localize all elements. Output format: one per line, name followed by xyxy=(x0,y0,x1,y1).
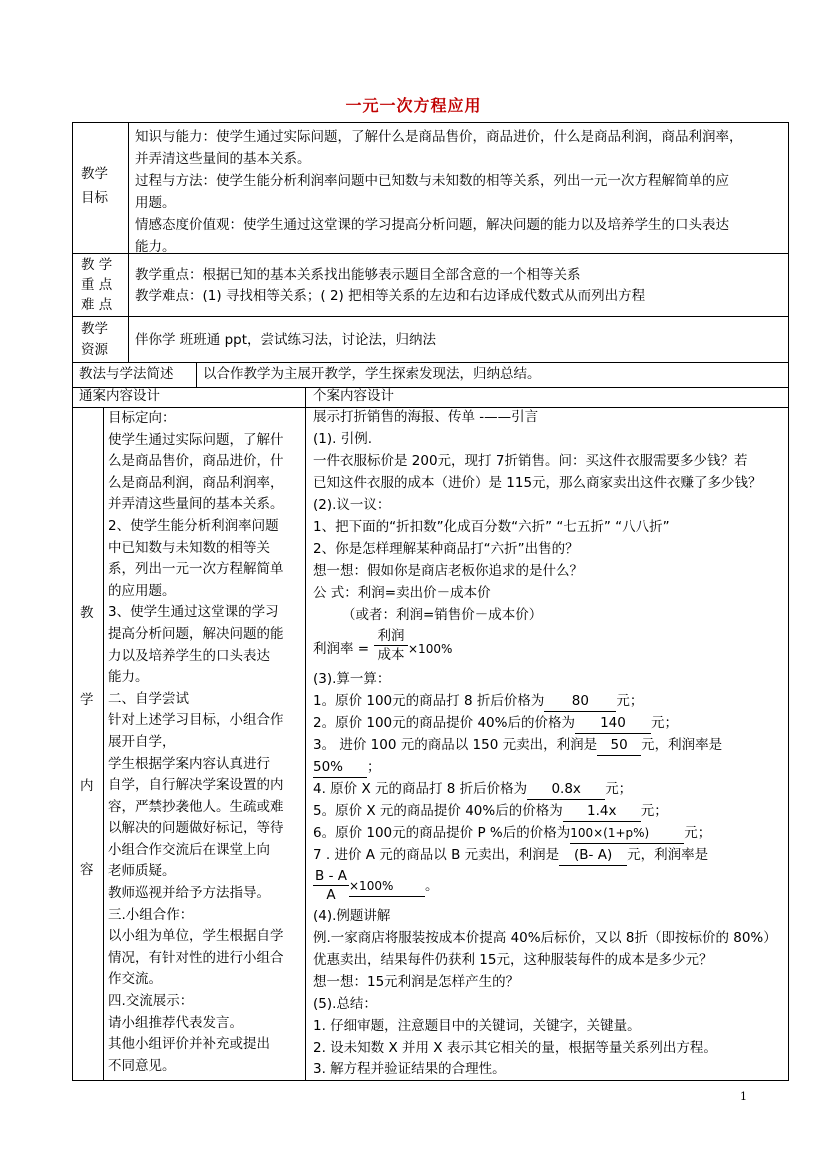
formula-profit-alt: （或者：利润=销售价－成本价） xyxy=(342,607,543,623)
rate-denominator: 成本 xyxy=(377,647,405,663)
common-line: 二、自学尝试 xyxy=(108,690,189,707)
common-line: 么是商品售价，商品进价，什 xyxy=(108,453,284,470)
resources-label-1: 教学 xyxy=(81,321,108,337)
formula-profit: 公 式：利润=卖出价－成本价 xyxy=(313,585,491,601)
common-line: 能力。 xyxy=(108,669,149,686)
common-line: 的应用题。 xyxy=(108,582,176,599)
rate-tail: ×100% xyxy=(408,642,453,656)
common-line: 不同意见。 xyxy=(108,1057,176,1074)
section-example-heading: (1). 引例. xyxy=(313,431,372,447)
common-line: 三.小组合作： xyxy=(108,906,194,923)
common-line: 目标定向： xyxy=(108,410,176,426)
objectives-line: 并弄清这些量间的基本关系。 xyxy=(135,151,311,167)
common-line: 四.交流展示： xyxy=(108,993,194,1010)
common-line: 使学生通过实际问题，了解什 xyxy=(108,431,284,448)
think-line: 想一想：假如你是商店老板你追求的是什么？ xyxy=(313,563,583,579)
question-2: 2。原价 100元的商品提价 40%后的价格为 140 元； xyxy=(313,714,678,734)
discuss-line-2: 2、你是怎样理解某种商品打“六折”出售的？ xyxy=(313,541,579,557)
question-3: 3。 进价 100 元的商品以 150 元卖出，利润是 50 元，利润率是 xyxy=(313,736,722,756)
individual-design-header: 个案内容设计 xyxy=(313,388,394,404)
page-title: 一元一次方程应用 xyxy=(345,96,482,115)
common-line: 请小组推荐代表发言。 xyxy=(108,1014,243,1031)
answer-7b-numerator: B - A xyxy=(315,868,347,884)
common-line: 以小组为单位，学生根据自学 xyxy=(108,928,284,945)
question-7: 7 . 进价 A 元的商品以 B 元卖出，利润是 (B- A) 元，利润率是 xyxy=(313,846,708,866)
answer-3a: 50 xyxy=(597,736,641,756)
intro-line: 展示打折销售的海报、传单 -——引言 xyxy=(313,409,539,425)
question-3-continued: 50% ； xyxy=(313,758,381,778)
common-line: 系，列出一元一次方程解简单 xyxy=(108,561,284,578)
common-line: 小组合作交流后在课堂上向 xyxy=(108,841,270,858)
common-line: 学生根据学案内容认真进行 xyxy=(108,755,270,772)
common-line: 展开自学， xyxy=(108,733,176,750)
side-label-1: 教 xyxy=(80,605,94,621)
common-line: 其他小组评价并补充或提出 xyxy=(108,1036,270,1053)
example-text-2: 已知这件衣服的成本（进价）是 115元，那么商家卖出这件衣赚了多少钱？ xyxy=(313,475,762,491)
common-line: 情况，有针对性的进行小组合 xyxy=(108,949,284,966)
question-5: 5。原价 X 元的商品提价 40%后的价格为 1.4x 元； xyxy=(313,802,668,822)
keypoints-label-3: 难 点 xyxy=(81,297,113,313)
common-line: 力以及培养学生的口头表达 xyxy=(108,647,270,664)
answer-4: 0.8x xyxy=(527,780,605,800)
objectives-line: 过程与方法：使学生能分析利润率问题中已知数与未知数的相等关系，列出一元一次方程解简单的应 xyxy=(135,173,729,189)
methods-label: 教法与学法简述 xyxy=(79,366,174,382)
question-4: 4. 原价 X 元的商品打 8 折后价格为 0.8x 元； xyxy=(313,780,632,800)
question-1: 1。原价 100元的商品打 8 折后价格为 80 元； xyxy=(313,692,643,712)
objectives-line: 用题。 xyxy=(135,195,176,211)
worked-example-2: 优惠卖出，结果每件仍获利 15元，这种服装每件的成本是多少元？ xyxy=(313,952,713,968)
resources-label-2: 资源 xyxy=(81,342,108,358)
summary-line-1: 1. 仔细审题，注意题目中的关键词，关键字，关键量。 xyxy=(313,1018,641,1034)
objectives-line: 能力。 xyxy=(135,239,176,255)
page-number: 1 xyxy=(740,1090,747,1103)
answer-7b-fraction xyxy=(313,867,349,904)
objectives-line: 情感态度价值观：使学生通过这堂课的学习提高分析问题，解决问题的能力以及培养学生的口头表达 xyxy=(135,217,729,233)
common-line: 容，严禁抄袭他人。生疏或难 xyxy=(108,798,284,815)
section-calc-heading: (3).算一算： xyxy=(313,671,391,687)
answer-7b-tail: ×100% 。 xyxy=(349,877,439,897)
rate-fraction xyxy=(374,627,408,664)
worked-example-1: 例.一家商店将服装按成本价提高 40%后标价，又以 8折（即按标价的 80%） xyxy=(313,930,777,946)
keypoints-label-1: 教 学 xyxy=(81,257,113,273)
common-design-header: 通案内容设计 xyxy=(79,388,160,404)
side-label-2: 学 xyxy=(80,692,94,708)
common-design-content xyxy=(108,408,284,1077)
discuss-line-1: 1、把下面的“折扣数”化成百分数“六折” “七五折” “八八折” xyxy=(313,519,670,535)
worked-example-think: 想一想：15元利润是怎样产生的？ xyxy=(313,974,520,990)
answer-7b-denominator: A xyxy=(326,887,336,903)
objectives-label-2: 目标 xyxy=(81,190,108,206)
common-line: 以解决的问题做好标记，等待 xyxy=(108,820,284,837)
answer-5: 1.4x xyxy=(563,802,641,822)
section-discuss-heading: (2).议一议： xyxy=(313,497,391,513)
rate-numerator: 利润 xyxy=(377,628,405,644)
common-line: 2、使学生能分析利润率问题 xyxy=(108,517,279,534)
answer-7a: (B- A) xyxy=(559,846,627,866)
section-summary-heading: (5).总结： xyxy=(313,996,377,1012)
common-line: 3、使学生通过这堂课的学习 xyxy=(108,604,279,621)
question-6: 6。原价 100元的商品提价 P %后的价格为100×(1+p%) 元； xyxy=(313,824,711,844)
answer-2: 140 xyxy=(575,714,651,734)
common-line: 中已知数与未知数的相等关 xyxy=(108,539,270,556)
objectives-label-1: 教学 xyxy=(81,166,108,182)
common-line: 提高分析问题，解决问题的能 xyxy=(108,625,284,642)
key-point-text: 教学重点：根据已知的基本关系找出能够表示题目全部含意的一个相等关系 xyxy=(135,267,581,283)
answer-6: 100×(1+p%) xyxy=(570,824,684,844)
side-label-3: 内 xyxy=(80,778,94,794)
example-text-1: 一件衣服标价是 200元，现打 7折销售。问：买这件衣服需要多少钱？若 xyxy=(313,453,748,469)
common-line: 老师质疑。 xyxy=(108,863,176,880)
resources-text: 伴你学 班班通 ppt，尝试练习法，讨论法，归纳法 xyxy=(135,332,437,348)
rate-label: 利润率 = xyxy=(313,641,370,657)
common-line: 自学，自行解决学案设置的内 xyxy=(108,777,284,794)
summary-line-3: 3. 解方程并验证结果的合理性。 xyxy=(313,1061,506,1077)
objectives-line: 知识与能力：使学生通过实际问题，了解什么是商品售价，商品进价，什么是商品利润，商品利润率， xyxy=(135,129,743,145)
common-line: 针对上述学习目标，小组合作 xyxy=(108,712,284,729)
objectives-text xyxy=(135,126,743,258)
answer-1: 80 xyxy=(544,692,616,712)
side-label-4: 容 xyxy=(80,862,94,878)
answer-3b: 50% xyxy=(313,758,367,778)
keypoints-label-2: 重 点 xyxy=(81,277,113,293)
methods-text: 以合作教学为主展开教学，学生探索发现法，归纳总结。 xyxy=(203,366,541,382)
section-example-explain-heading: (4).例题讲解 xyxy=(313,908,391,924)
summary-line-2: 2. 设未知数 X 并用 X 表示其它相关的量，根据等量关系列出方程。 xyxy=(313,1040,717,1056)
common-line: 么是商品利润，商品利润率， xyxy=(108,474,284,491)
common-line: 作交流。 xyxy=(108,971,162,988)
difficulty-text: 教学难点：(1) 寻找相等关系；( 2) 把相等关系的左边和右边译成代数式从而列出方程 xyxy=(135,288,646,304)
common-line: 教师巡视并给予方法指导。 xyxy=(108,885,270,902)
common-line: 并弄清这些量间的基本关系。 xyxy=(108,496,284,513)
